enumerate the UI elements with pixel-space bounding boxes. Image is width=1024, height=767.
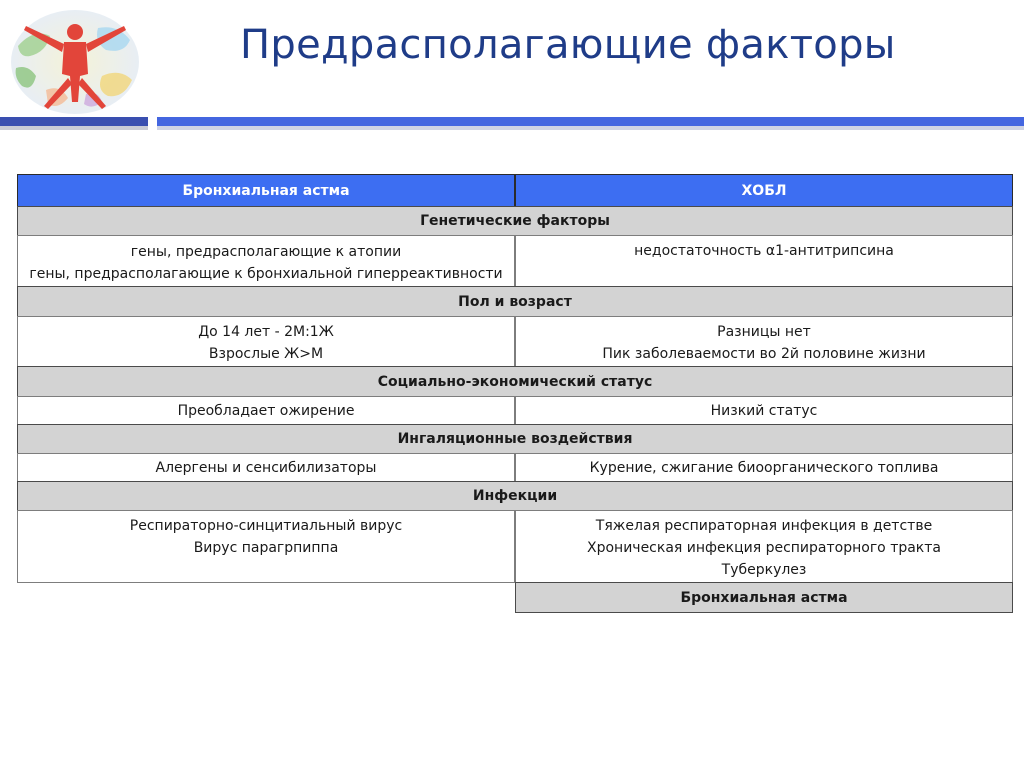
table-header-row [17, 174, 1013, 207]
cell-line: гены, предрасполагающие к атопии [130, 244, 402, 260]
cell-line: Курение, сжигание биоорганического топлива [589, 459, 939, 476]
vitruvian-globe-icon [6, 6, 144, 116]
section-label: Ингаляционные воздействия [17, 424, 1013, 454]
section-label: Инфекции [17, 481, 1013, 511]
table-footer-row [515, 582, 1013, 613]
section-row-inhalation [17, 424, 1013, 454]
cell-line: Вирус парагрпиппа [193, 540, 339, 556]
table-row-inhalation [17, 453, 1013, 482]
cell-line: Преобладает ожирение [177, 402, 355, 419]
cell-asthma [17, 396, 515, 425]
logo-image [6, 6, 144, 116]
header-divider-short-shadow [0, 126, 148, 130]
cell-copd [515, 235, 1013, 287]
section-label: Пол и возраст [17, 286, 1013, 317]
cell-line: Низкий статус [710, 402, 818, 419]
section-row-socio [17, 366, 1013, 397]
cell-copd [515, 316, 1013, 367]
section-row-sex-age [17, 286, 1013, 317]
cell-line: Респираторно-синцитиальный вирус [129, 518, 403, 534]
footer-label: Бронхиальная астма [515, 582, 1013, 613]
column-header-copd: ХОБЛ [515, 174, 1013, 207]
cell-line: До 14 лет - 2М:1Ж [198, 324, 334, 340]
column-header-asthma: Бронхиальная астма [17, 174, 515, 207]
header-divider-short [0, 117, 148, 126]
page-title: Предрасполагающие факторы [240, 22, 896, 68]
header-divider-long-shadow [157, 126, 1024, 130]
table-row-socio [17, 396, 1013, 425]
cell-copd [515, 396, 1013, 425]
section-label: Генетические факторы [17, 206, 1013, 236]
cell-line: гены, предрасполагающие к бронхиальной гиперреактивности [29, 266, 503, 282]
cell-line: Разницы нет [717, 324, 811, 340]
cell-line: недостаточность α1-антитрипсина [634, 243, 894, 259]
table-row-genetic [17, 235, 1013, 287]
section-label: Социально-экономический статус [17, 366, 1013, 397]
cell-asthma [17, 510, 515, 583]
section-row-genetic [17, 206, 1013, 236]
cell-line: Тяжелая респираторная инфекция в детстве [595, 518, 933, 534]
cell-line: Пик заболеваемости во 2й половине жизни [602, 346, 926, 362]
cell-asthma [17, 453, 515, 482]
cell-line: Туберкулез [721, 562, 807, 578]
cell-line: Взрослые Ж>М [208, 346, 324, 362]
cell-copd [515, 510, 1013, 583]
cell-line: Хроническая инфекция респираторного тракта [587, 540, 941, 556]
header-divider-long [157, 117, 1024, 126]
cell-asthma [17, 316, 515, 367]
section-row-infections [17, 481, 1013, 511]
cell-copd [515, 453, 1013, 482]
cell-asthma [17, 235, 515, 287]
table-row-infections [17, 510, 1013, 583]
cell-line: Алергены и сенсибилизаторы [155, 459, 377, 476]
table-row-sex-age [17, 316, 1013, 367]
